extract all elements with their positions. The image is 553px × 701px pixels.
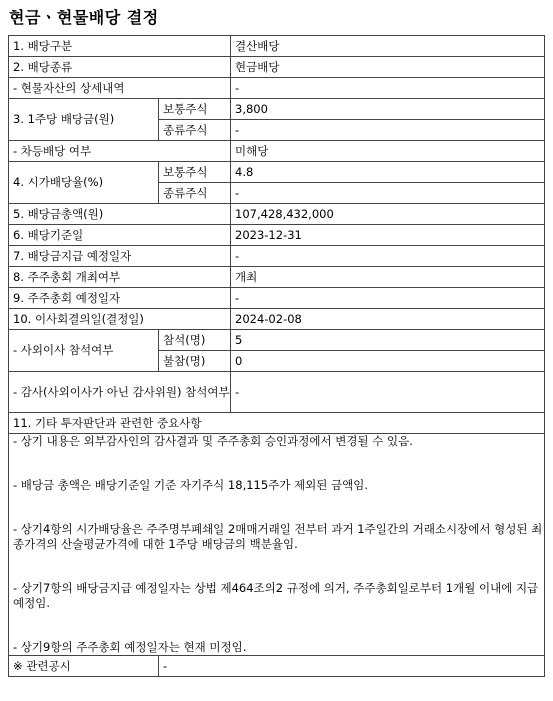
row-value: - <box>231 288 545 309</box>
row-value: 결산배당 <box>231 36 545 57</box>
row-label: 9. 주주총회 예정일자 <box>9 288 231 309</box>
row-value: 개최 <box>231 267 545 288</box>
disclosure-table <box>8 35 545 677</box>
row-label: 2. 배당종류 <box>9 57 231 78</box>
table-row <box>9 413 545 434</box>
table-row <box>9 434 545 656</box>
row-label: 8. 주주총회 개최여부 <box>9 267 231 288</box>
table-row <box>9 78 545 99</box>
table-row <box>9 36 545 57</box>
row-label: 10. 이사회결의일(결정일) <box>9 309 231 330</box>
row-value: - <box>231 120 545 141</box>
sub-label: 종류주식 <box>159 183 231 204</box>
page-title: 현금ㆍ현물배당 결정 <box>9 8 159 27</box>
row-value: 2023-12-31 <box>231 225 545 246</box>
row-label: - 감사(사외이사가 아닌 감사위원) 참석여부 <box>9 372 231 413</box>
table-row <box>9 204 545 225</box>
row-label: 1. 배당구분 <box>9 36 231 57</box>
table-row <box>9 99 545 120</box>
row-value: 4.8 <box>231 162 545 183</box>
note-text: - 상기9항의 주주총회 예정일자는 현재 미정임. <box>13 640 247 654</box>
row-value: - <box>231 183 545 204</box>
table-row <box>9 372 545 413</box>
row-value: 5 <box>231 330 545 351</box>
row-label: 5. 배당금총액(원) <box>9 204 231 225</box>
notes-cell <box>9 434 545 656</box>
row-value: 현금배당 <box>231 57 545 78</box>
table-row <box>9 246 545 267</box>
note-text: - 상기 내용은 외부감사인의 감사결과 및 주주총회 승인과정에서 변경될 수 있음. <box>13 434 413 448</box>
table-row <box>9 330 545 351</box>
table-row <box>9 141 545 162</box>
row-value: - <box>231 372 545 413</box>
sub-label: 참석(명) <box>159 330 231 351</box>
table-row <box>9 267 545 288</box>
sub-label: 보통주식 <box>159 99 231 120</box>
table-row <box>9 162 545 183</box>
note-text: - 상기7항의 배당금지급 예정일자는 상법 제464조의2 규정에 의거, 주주총회일로부터 1개월 이내에 지급예정임. <box>13 581 539 610</box>
table-row <box>9 288 545 309</box>
row-value: 0 <box>231 351 545 372</box>
row-label: 4. 시가배당율(%) <box>9 162 159 204</box>
row-label: - 현물자산의 상세내역 <box>9 78 231 99</box>
row-value: - <box>231 246 545 267</box>
table-row <box>9 309 545 330</box>
row-value: 2024-02-08 <box>231 309 545 330</box>
sub-label: 종류주식 <box>159 120 231 141</box>
row-value: 107,428,432,000 <box>231 204 545 225</box>
row-value: 미해당 <box>231 141 545 162</box>
note-text: - 상기4항의 시가배당율은 주주명부폐쇄일 2매매거래일 전부터 과거 1주일간의 거래소시장에서 형성된 최종가격의 산술평균가격에 대한 1주당 배당금의 백분율임. <box>13 522 543 551</box>
table-row <box>9 225 545 246</box>
row-label: 3. 1주당 배당금(원) <box>9 99 159 141</box>
table-row <box>9 57 545 78</box>
table-row <box>9 656 545 677</box>
row-value: 3,800 <box>231 99 545 120</box>
note-text: - 배당금 총액은 배당기준일 기준 자기주식 18,115주가 제외된 금액임. <box>13 478 369 492</box>
row-label: 7. 배당금지급 예정일자 <box>9 246 231 267</box>
row-label: 6. 배당기준일 <box>9 225 231 246</box>
row-label: ※ 관련공시 <box>9 656 159 677</box>
sub-label: 불참(명) <box>159 351 231 372</box>
row-value: - <box>159 656 545 677</box>
row-label: - 사외이사 참석여부 <box>9 330 159 372</box>
row-label: - 차등배당 여부 <box>9 141 231 162</box>
section-header: 11. 기타 투자판단과 관련한 중요사항 <box>9 413 545 434</box>
sub-label: 보통주식 <box>159 162 231 183</box>
row-value: - <box>231 78 545 99</box>
